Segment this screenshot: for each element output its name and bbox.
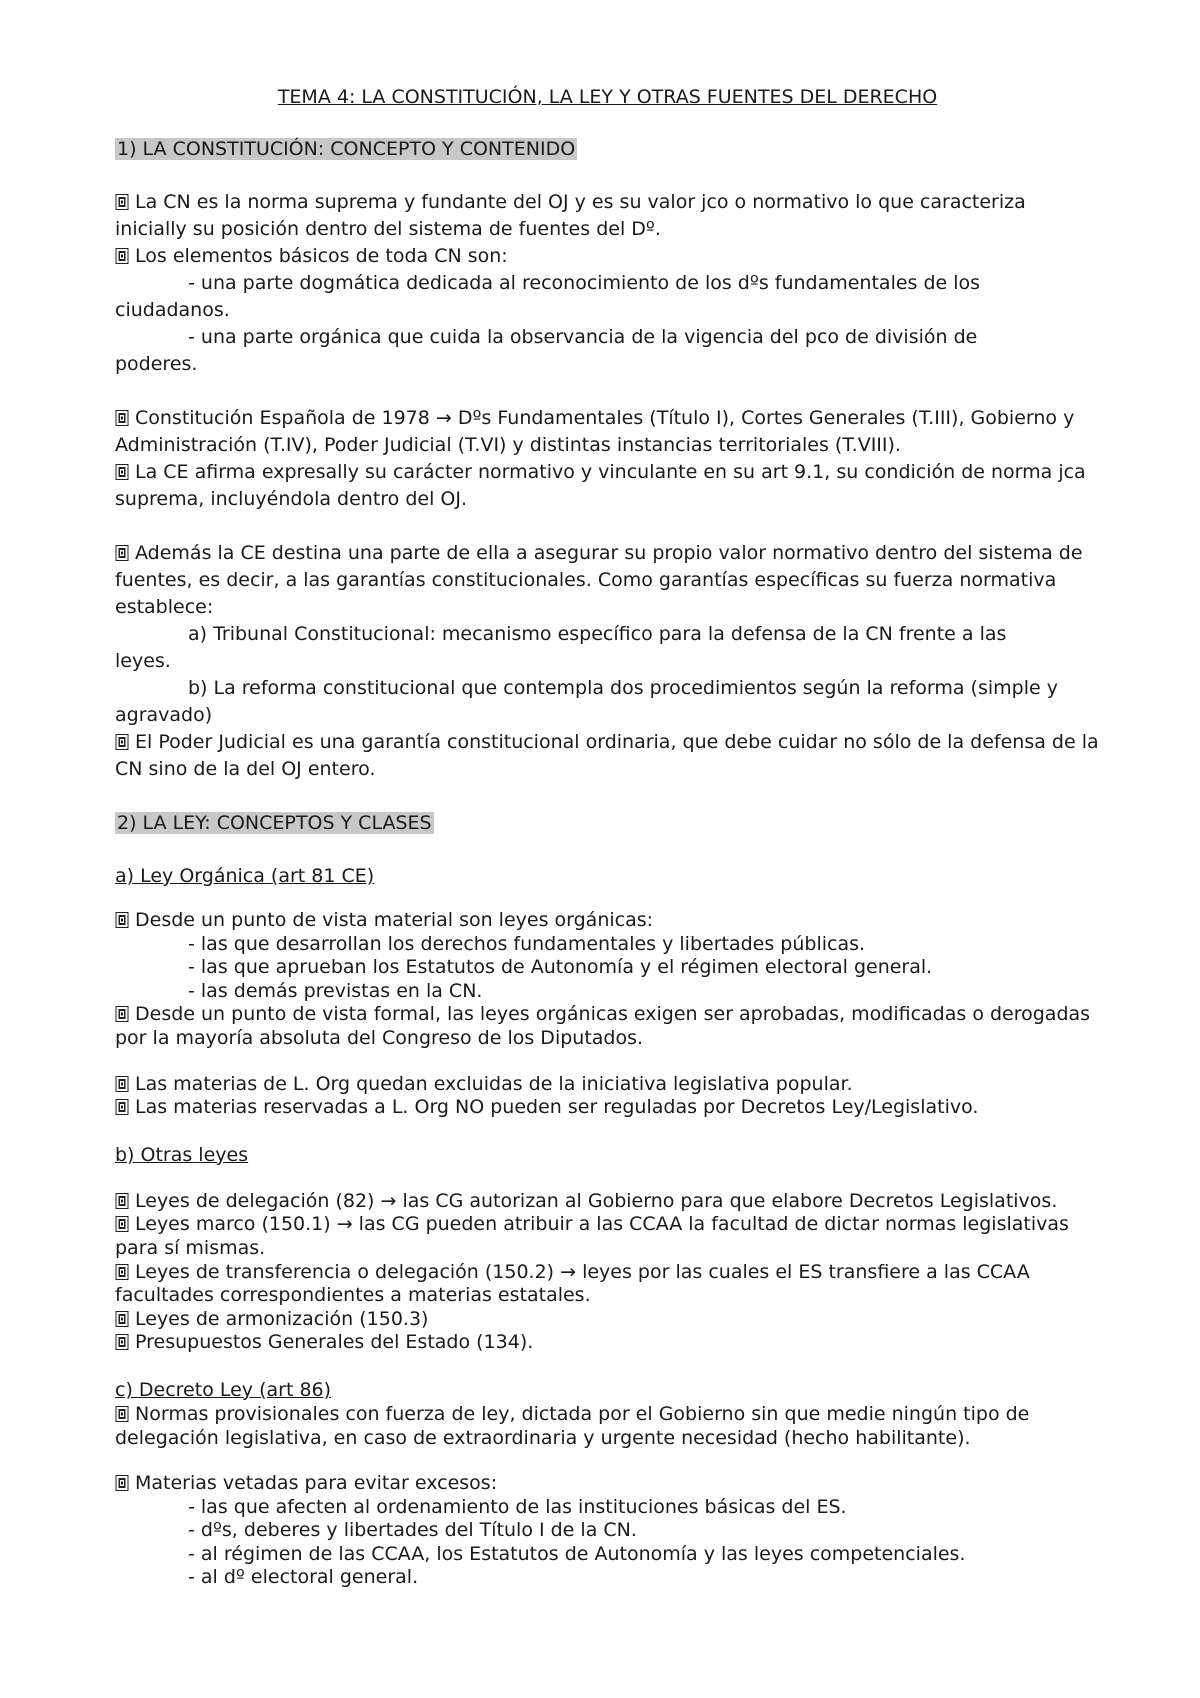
paragraph: Desde un punto de vista formal, las leyes orgánicas exigen ser aprobadas, modificadas o derogadas por la mayoría absoluta del Congreso de los Diputados. <box>115 1003 1091 1049</box>
section-heading-constitucion: 1) LA CONSTITUCIÓN: CONCEPTO Y CONTENIDO <box>117 138 576 160</box>
bullet-icon <box>115 248 129 264</box>
list-item: - al régimen de las CCAA, los Estatutos de Autonomía y las leyes competenciales. <box>188 1542 966 1565</box>
list-item: - las demás previstas en la CN. <box>188 979 483 1002</box>
paragraph: Leyes de armonización (150.3) <box>115 1308 1100 1332</box>
list-item-continuation: leyes. <box>115 650 171 672</box>
bullet-icon <box>115 464 129 480</box>
paragraph: Constitución Española de 1978 → Dºs Fundamentales (Título I), Cortes Generales (T.III), Gobierno y Administración (T.IV), Poder Judicial (T.VI) y distintas instancias territoriales (T.VIII). <box>115 407 1075 456</box>
list-item: - las que afecten al ordenamiento de las instituciones básicas del ES. <box>188 1495 847 1518</box>
paragraph: Además la CE destina una parte de ella a asegurar su propio valor normativo dentro del sistema de fuentes, es decir, a las garantías constitucionales. Como garantías específicas su fuerza normativa establece: <box>115 542 1083 618</box>
bullet-icon <box>115 545 129 561</box>
list-item: - al dº electoral general. <box>188 1566 419 1589</box>
bullet-icon <box>115 734 129 750</box>
subsection-title-ley-organica: a) Ley Orgánica (art 81 CE) <box>115 865 375 887</box>
paragraph: La CE afirma expresally su carácter normativo y vinculante en su art 9.1, su condición de norma jca suprema, incluyéndola dentro del OJ. <box>115 461 1086 510</box>
subsection-title-otras-leyes: b) Otras leyes <box>115 1143 249 1166</box>
paragraph: Leyes de transferencia o delegación (150.2) → leyes por las cuales el ES transfiere a las CCAA facultades correspondientes a materias estatales. <box>115 1260 1030 1307</box>
section-heading-ley: 2) LA LEY: CONCEPTOS Y CLASES <box>117 812 432 834</box>
paragraph: Las materias de L. Org quedan excluidas de la iniciativa legislativa popular. <box>115 1073 1100 1097</box>
paragraph: La CN es la norma suprema y fundante del OJ y es su valor jco o normativo lo que caracteriza inicially su posición dentro del sistema de fuentes del Dº. <box>115 191 1026 240</box>
bullet-icon <box>115 410 129 426</box>
bullet-icon <box>115 194 129 210</box>
list-item: a) Tribunal Constitucional: mecanismo específico para la defensa de la CN frente a las <box>188 623 1007 645</box>
paragraph: Desde un punto de vista material son leyes orgánicas: <box>115 909 1100 933</box>
list-item-continuation: poderes. <box>115 353 198 375</box>
list-item: - las que desarrollan los derechos fundamentales y libertades públicas. <box>188 932 866 955</box>
bullet-icon <box>115 1475 129 1491</box>
bullet-icon <box>115 1406 129 1422</box>
bullet-icon <box>115 1193 129 1209</box>
bullet-icon <box>115 1264 129 1280</box>
list-item: b) La reforma constitucional que contempla dos procedimientos según la reforma (simple y <box>188 677 1058 699</box>
paragraph: Los elementos básicos de toda CN son: <box>115 243 1100 270</box>
paragraph: El Poder Judicial es una garantía constitucional ordinaria, que debe cuidar no sólo de la defensa de la CN sino de la del OJ entero. <box>115 731 1099 780</box>
list-item-continuation: ciudadanos. <box>115 299 230 321</box>
bullet-icon <box>115 1216 129 1232</box>
bullet-icon <box>115 912 129 928</box>
list-item: - las que aprueban los Estatutos de Autonomía y el régimen electoral general. <box>188 956 933 979</box>
list-item: - una parte orgánica que cuida la observancia de la vigencia del pco de división de <box>188 326 978 348</box>
bullet-icon <box>115 1099 129 1115</box>
paragraph: Leyes marco (150.1) → las CG pueden atribuir a las CCAA la facultad de dictar normas legislativas para sí mismas. <box>115 1213 1069 1259</box>
document-title: TEMA 4: LA CONSTITUCIÓN, LA LEY Y OTRAS FUENTES DEL DERECHO <box>277 86 938 108</box>
bullet-icon <box>115 1076 129 1092</box>
bullet-icon <box>115 1334 129 1350</box>
paragraph: Materias vetadas para evitar excesos: <box>115 1472 1100 1496</box>
bullet-icon <box>115 1311 129 1327</box>
list-item: - una parte dogmática dedicada al reconocimiento de los dºs fundamentales de los <box>188 272 981 294</box>
bullet-icon <box>115 1006 129 1022</box>
paragraph: Normas provisionales con fuerza de ley, dictada por el Gobierno sin que medie ningún tipo de delegación legislativa, en caso de extraordinaria y urgente necesidad (hecho habilitante). <box>115 1402 1030 1449</box>
list-item-continuation: agravado) <box>115 704 213 726</box>
paragraph: Presupuestos Generales del Estado (134). <box>115 1331 1100 1355</box>
subsection-title-decreto-ley: c) Decreto Ley (art 86) <box>115 1378 332 1401</box>
paragraph: Leyes de delegación (82) → las CG autorizan al Gobierno para que elabore Decretos Legislativos. <box>115 1190 1100 1214</box>
paragraph: Las materias reservadas a L. Org NO pueden ser reguladas por Decretos Ley/Legislativo. <box>115 1096 1100 1120</box>
list-item: - dºs, deberes y libertades del Título I de la CN. <box>188 1519 637 1542</box>
